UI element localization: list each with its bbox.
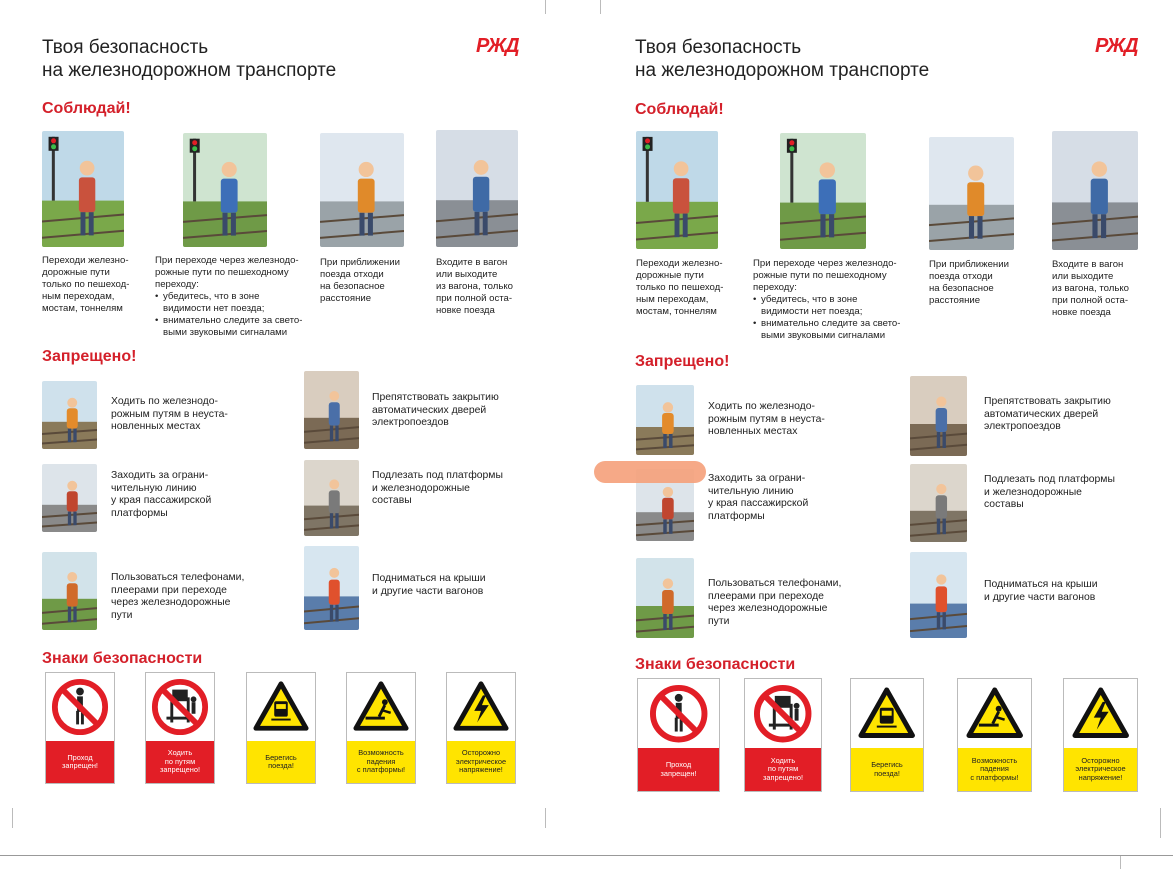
caption-line: электрическое (1075, 764, 1126, 774)
rzd-logo-icon (1093, 34, 1143, 56)
forbidden-caption (708, 578, 878, 628)
caption-line: автоматических дверей (984, 408, 1099, 420)
caption-line: падения (980, 764, 1009, 774)
title-line: Твоя безопасность (42, 37, 209, 58)
safety-sign-label (745, 748, 821, 791)
caption-line: мостам, тоннелям (42, 303, 123, 314)
caption-line: из вагона, только (1052, 283, 1129, 294)
caption-line: падения (366, 756, 396, 766)
page-title (635, 36, 929, 82)
caption-line: по путям (767, 764, 799, 774)
caption-line: • убедитесь, что в зоне (761, 294, 858, 305)
safety-sign-label (146, 741, 214, 783)
safety-sign (246, 672, 316, 784)
safety-sign-label (958, 748, 1031, 791)
caption-line: через железнодорожные (708, 603, 828, 614)
page-title (42, 36, 336, 82)
caption-line: Ходить по железнодо- (111, 396, 218, 407)
safety-sign (45, 672, 115, 784)
caption-line: или выходите (436, 269, 498, 280)
caption-line: плеерами при переходе (111, 584, 227, 596)
caption-line: электропоездов (984, 421, 1061, 432)
caption-line: • внимательно следите за свето- (163, 315, 303, 326)
caption-line: рожным путям в неуста- (708, 413, 825, 425)
safety-sign-label (638, 748, 719, 791)
forbidden-illustration (304, 460, 359, 536)
crop-mark (1120, 855, 1121, 869)
forbidden-illustration (304, 371, 359, 449)
safety-sign-text (357, 749, 405, 775)
safety-sign (637, 678, 720, 792)
no-walking-on-tracks-icon (745, 679, 821, 748)
caption-line: на безопасное (320, 281, 385, 292)
crop-mark (600, 0, 601, 14)
caption-line: новленных местах (111, 421, 201, 432)
caption-line: напряжение! (1078, 772, 1123, 782)
caption-line: Пользоваться телефонами, (111, 572, 245, 583)
no-pedestrian-icon (46, 673, 114, 741)
caption-line: ным переходам, (42, 291, 115, 302)
forbidden-illustration (42, 552, 97, 630)
observe-caption (753, 258, 923, 342)
caption-line: только по пешеход- (42, 279, 130, 290)
page-bottom-border (0, 855, 1173, 856)
forbidden-illustration (636, 385, 694, 455)
caption-line: при полной оста- (436, 293, 513, 304)
caption-line: переходу: (753, 282, 797, 293)
caption-bullet-list (753, 294, 923, 342)
caption-line: выми звуковыми сигналами (163, 327, 288, 338)
caption-line: через железнодорожные (111, 597, 231, 608)
forbidden-illustration (304, 546, 359, 630)
title-line: на железнодорожном транспорте (635, 60, 930, 81)
caption-line: Подлезать под платформы (372, 470, 503, 481)
caption-line: Возможность (358, 748, 404, 758)
observe-caption (1052, 259, 1167, 319)
safety-sign (346, 672, 416, 784)
caption-line: При приближении (320, 257, 400, 268)
observe-illustration (436, 130, 518, 247)
caption-line: Проход (67, 752, 93, 762)
caption-line: у края пассажирской (111, 495, 212, 506)
caption-line: автоматических дверей (372, 404, 487, 416)
caption-line: Переходи железно- (636, 258, 723, 269)
observe-caption (42, 255, 152, 315)
safety-sign-text (661, 761, 697, 778)
caption-line: по путям (164, 756, 196, 766)
caption-line: или выходите (1052, 271, 1114, 282)
forbidden-caption (708, 473, 878, 523)
caption-line: плеерами при переходе (708, 590, 824, 602)
caption-bullet-list (155, 291, 315, 339)
caption-line: выми звуковыми сигналами (761, 330, 886, 341)
train-warning-icon (247, 673, 315, 741)
caption-line: поезда! (268, 761, 294, 771)
forbidden-illustration (42, 464, 97, 532)
forbidden-caption (372, 392, 542, 430)
crop-mark (12, 808, 13, 828)
caption-line: Осторожно (1081, 755, 1120, 765)
caption-line: запрещен! (660, 768, 697, 778)
safety-sign (744, 678, 822, 792)
observe-illustration (320, 133, 404, 247)
caption-line: Берегись (871, 760, 903, 770)
observe-illustration (636, 131, 718, 249)
safety-sign-label (46, 741, 114, 783)
caption-line: новке поезда (436, 305, 495, 316)
caption-line: из вагона, только (436, 281, 513, 292)
safety-sign-label (1064, 748, 1137, 791)
poster-page-left (0, 0, 585, 840)
no-walking-on-tracks-icon (146, 673, 214, 741)
caption-line: расстояние (929, 295, 981, 306)
caption-line: электрическое (455, 756, 507, 766)
caption-line: Заходить за ограни- (708, 473, 806, 484)
safety-sign-text (265, 754, 297, 771)
caption-line: Возможность (971, 755, 1018, 765)
forbidden-caption (111, 470, 281, 520)
fall-warning-icon (347, 673, 415, 741)
observe-caption (929, 259, 1039, 307)
caption-line: пути (111, 609, 133, 621)
caption-line: чительную линию (111, 482, 197, 494)
forbidden-caption (708, 401, 878, 439)
caption-line: и железнодорожные (984, 486, 1082, 498)
caption-line: Переходи железно- (42, 255, 129, 266)
caption-line: новленных местах (708, 426, 798, 437)
caption-line: новке поезда (1052, 307, 1111, 318)
caption-line: платформы (708, 510, 765, 522)
caption-line: напряжение! (459, 765, 503, 775)
caption-line: составы (372, 495, 412, 506)
caption-line: При приближении (929, 259, 1009, 270)
caption-line: переходу: (155, 279, 199, 290)
caption-line: платформы (111, 507, 168, 519)
safety-sign-label (851, 748, 923, 791)
observe-caption (436, 257, 546, 317)
forbidden-caption (372, 573, 542, 598)
redaction-mark (594, 461, 706, 483)
caption-bullet (761, 294, 923, 318)
caption-line: Подниматься на крыши (372, 573, 486, 584)
caption-line: поезда отходи (320, 269, 384, 280)
caption-bullet (163, 315, 315, 339)
caption-line: Ходить (770, 755, 796, 765)
svg-text:РЖД: РЖД (1095, 35, 1138, 56)
forbidden-caption (984, 474, 1154, 512)
safety-sign-text (871, 761, 903, 778)
title-line: Твоя безопасность (635, 37, 802, 58)
forbidden-illustration (636, 558, 694, 638)
observe-illustration (42, 131, 124, 247)
section-signs-heading: Знаки безопасности (42, 650, 203, 667)
caption-line: с платформы! (970, 772, 1019, 782)
forbidden-caption (372, 470, 542, 508)
crop-mark (1160, 808, 1161, 838)
caption-line: рожные пути по пешеходному (155, 267, 289, 278)
caption-line: Входите в вагон (436, 257, 508, 268)
safety-sign-label (247, 741, 315, 783)
caption-line: при полной оста- (1052, 295, 1129, 306)
safety-sign (446, 672, 516, 784)
caption-line: только по пешеход- (636, 282, 724, 293)
caption-line: с платформы! (356, 765, 406, 775)
safety-sign (957, 678, 1032, 792)
observe-caption (320, 257, 420, 305)
caption-line: • внимательно следите за свето- (761, 318, 901, 329)
title-line: на железнодорожном транспорте (42, 60, 337, 81)
caption-line: Ходить (167, 748, 193, 758)
crop-mark (545, 0, 546, 14)
caption-line: видимости нет поезда; (163, 303, 265, 314)
caption-line: • убедитесь, что в зоне (163, 291, 260, 302)
caption-line: запрещено! (159, 765, 201, 775)
caption-line: запрещен! (62, 761, 98, 771)
caption-line: Препятствовать закрытию (984, 396, 1111, 407)
safety-sign (850, 678, 924, 792)
high-voltage-icon (1064, 679, 1137, 748)
caption-line: Подниматься на крыши (984, 579, 1098, 590)
forbidden-caption (984, 396, 1154, 434)
caption-line: и другие части вагонов (984, 591, 1096, 603)
caption-line: рожным путям в неуста- (111, 408, 228, 420)
caption-line: Осторожно (461, 748, 501, 758)
caption-line: Берегись (265, 752, 297, 762)
svg-text:РЖД: РЖД (476, 35, 519, 56)
train-warning-icon (851, 679, 923, 748)
forbidden-caption (984, 579, 1154, 604)
caption-line: Проход (665, 760, 692, 770)
section-observe-heading: Соблюдай! (42, 100, 131, 117)
caption-line: и другие части вагонов (372, 585, 484, 597)
caption-line: запрещено! (762, 772, 804, 782)
caption-line: Ходить по железнодо- (708, 401, 815, 412)
section-signs-heading: Знаки безопасности (635, 656, 796, 673)
safety-sign (1063, 678, 1138, 792)
rzd-logo-icon (474, 34, 524, 56)
caption-line: расстояние (320, 293, 372, 304)
crop-mark (545, 808, 546, 828)
observe-caption (155, 255, 315, 339)
safety-sign (145, 672, 215, 784)
caption-line: Пользоваться телефонами, (708, 578, 842, 589)
no-pedestrian-icon (638, 679, 719, 748)
caption-line: Заходить за ограни- (111, 470, 209, 481)
caption-line: у края пассажирской (708, 498, 809, 509)
caption-line: При переходе через железнодо- (753, 258, 897, 269)
caption-line: Входите в вагон (1052, 259, 1124, 270)
safety-sign-text (970, 757, 1018, 783)
observe-illustration (1052, 131, 1138, 250)
observe-illustration (780, 133, 866, 249)
poster-page-right (590, 0, 1173, 840)
forbidden-illustration (910, 552, 967, 638)
observe-illustration (183, 133, 267, 247)
fall-warning-icon (958, 679, 1031, 748)
safety-sign-text (1075, 757, 1125, 783)
forbidden-caption (111, 572, 281, 622)
caption-bullet (163, 291, 315, 315)
safety-sign-text (62, 754, 98, 771)
caption-line: рожные пути по пешеходному (753, 270, 887, 281)
safety-sign-label (347, 741, 415, 783)
caption-line: поезда! (874, 768, 900, 778)
caption-bullet (761, 318, 923, 342)
caption-line: и железнодорожные (372, 482, 470, 494)
section-forbidden-heading: Запрещено! (635, 353, 730, 370)
caption-line: дорожные пути (636, 270, 704, 281)
caption-line: чительную линию (708, 485, 794, 497)
caption-line: дорожные пути (42, 267, 110, 278)
caption-line: поезда отходи (929, 271, 993, 282)
forbidden-illustration (910, 464, 967, 542)
observe-caption (636, 258, 746, 318)
caption-line: на безопасное (929, 283, 994, 294)
caption-line: Подлезать под платформы (984, 474, 1115, 485)
safety-sign-text (160, 749, 200, 775)
forbidden-caption (111, 396, 281, 434)
safety-sign-label (447, 741, 515, 783)
caption-line: электропоездов (372, 417, 449, 428)
section-observe-heading: Соблюдай! (635, 101, 724, 118)
caption-line: мостам, тоннелям (636, 306, 717, 317)
caption-line: видимости нет поезда; (761, 306, 863, 317)
caption-line: составы (984, 499, 1024, 510)
forbidden-illustration (910, 376, 967, 456)
forbidden-illustration (42, 381, 97, 449)
observe-illustration (929, 137, 1014, 250)
high-voltage-icon (447, 673, 515, 741)
safety-sign-text (763, 757, 803, 783)
caption-line: пути (708, 615, 730, 627)
section-forbidden-heading: Запрещено! (42, 348, 137, 365)
safety-sign-text (456, 749, 506, 775)
caption-line: ным переходам, (636, 294, 709, 305)
caption-line: При переходе через железнодо- (155, 255, 299, 266)
caption-line: Препятствовать закрытию (372, 392, 499, 403)
